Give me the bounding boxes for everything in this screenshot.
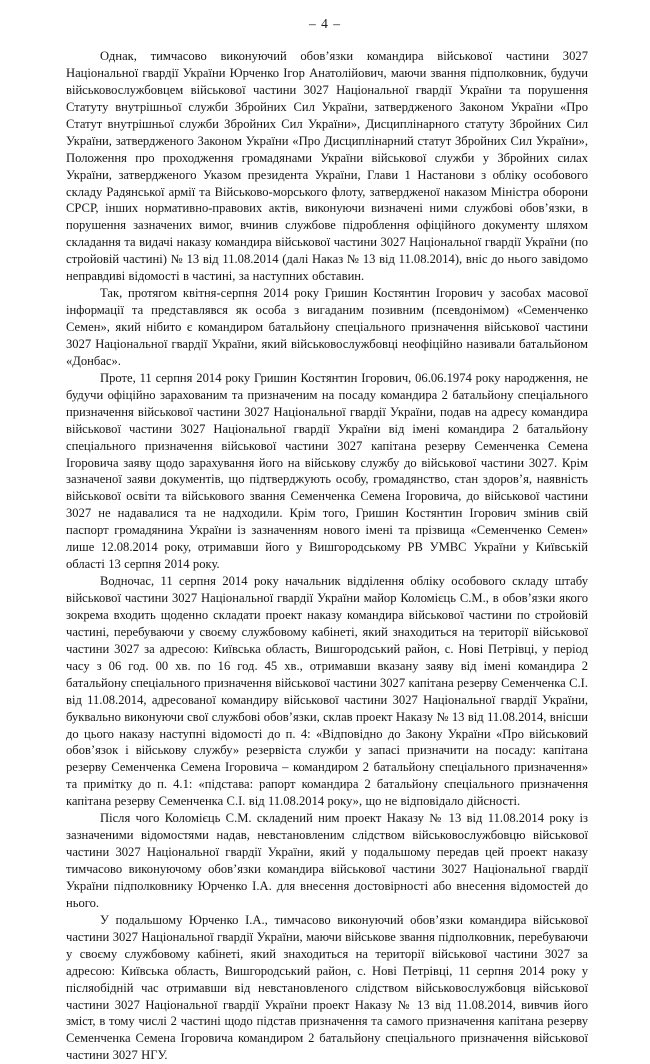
- document-body: [0, 48, 650, 1064]
- page-number: – 4 –: [309, 16, 341, 31]
- paragraph: У подальшому Юрченко І.А., тимчасово виконуючий обов’язки командира військової частини 3027 Національної гвардії України, маючи військове звання підполковник, перебуваючи у своєму службовому кабінеті, який знаходиться на території військової частини 3027 за адресою: Київська область, Вишгородський район, с. Нові Петрівці, 11 серпня 2014 року у післяобідній час отримавши від невстановленого слідством військовослужбовця військової частини 3027 Національної гвардії України проект Наказу № 13 від 11.08.2014, вивчив його зміст, в тому числі 2 частині щодо підстав призначення та самого призначення капітана резерву Семенченка Семена Ігоровича командиром 2 батальйону спеціального призначення військової частини 3027 НГУ.: [66, 912, 588, 1063]
- paragraph: Після чого Коломієць С.М. складений ним проект Наказу № 13 від 11.08.2014 року із зазначеними відомостями надав, невстановленим слідством військовослужбовцю військової частини 3027 Національної гвардії України, який у подальшому передав цей проект наказу тимчасово виконуючому обов’язки командира військової частини 3027 Національної гвардії України підполковнику Юрченко І.А. для внесення достовірності або внесення відомостей до нього.: [66, 811, 588, 910]
- paragraph: Водночас, 11 серпня 2014 року начальник відділення обліку особового складу штабу військової частини 3027 Національної гвардії України майор Коломієць С.М., в обов’язки якого зокрема входить щоденно складати проект наказу командира військової частини по стройовій частині, перебуваючи у своєму службовому кабінеті, який знаходиться на території військової частини 3027 за адресою: Київська область, Вишгородський район, с. Нові Петрівці, у період часу з 06 год. 00 хв. по 16 год. 45 хв., отримавши вказану заяву від імені командира 2 батальйону спеціального призначення військової частини 3027 капітана резерву Семенченка С.І. від 11.08.2014, адресованої командиру військової частини 3027 Національної гвардії України, буквально виконуючи свої службові обов’язки, склав проект Наказу № 13 від 11.08.2014, внісши до цього наказу наступні відомості до п. 4: «Відповідно до Закону України «Про військовий обов’язок і військову службу» резервіста служби у запасі призначити на посаду: капітана резерву Семенченка Семена Ігоровича – командиром 2 батальйону спеціального призначення» та примітку до п. 4.1: «підстава: рапорт командира 2 батальйону спеціального призначення капітана резерву Семенченка С.І. від 11.08.2014 року», що не відповідало дійсності.: [66, 574, 588, 809]
- paragraph: Однак, тимчасово виконуючий обов’язки командира військової частини 3027 Національної гвардії України Юрченко Ігор Анатолійович, маючи звання підполковник, будучи військовослужбовцем військової частини 3027 Національної гвардії України та порушення Статуту внутрішньої служби Збройних Сил України, затвердженого Законом України «Про Статут внутрішньої служби Збройних Сил України», Дисциплінарного статуту Збройних Сил України, затвердженого Законом України «Про Дисциплінарний статут Збройних Сил України», Положення про проходження громадянами України військової служби у Збройних силах України, затвердженого Указом президента України, Глави 1 Настанови з обліку особового складу Радянської армії та Військово-морського флоту, затвердженої наказом Міністра оборони СРСР, інших нормативно-правових актів, виконуючи визначені ними службові обов’язки, в порушення зазначених вимог, вчинив службове підроблення офіційного документу шляхом складання та видачі наказу командира військової частини 3027 Національної гвардії України (по стройовій частині) № 13 від 11.08.2014 (далі Наказ № 13 від 11.08.2014), вніс до нього завідомо неправдиві відомості в частині, за наступних обставин.: [66, 49, 588, 284]
- paragraph: Так, протягом квітня-серпня 2014 року Гришин Костянтин Ігорович у засобах масової інформації та представлявся як особа з вигаданим позивним (псевдонімом) «Семенченко Семен», який нібито є командиром батальйону спеціального призначення військової частини 3027 Національної гвардії України, який військовослужбовці неофіційно називали батальйоном «Донбас».: [66, 286, 588, 368]
- paragraph: Проте, 11 серпня 2014 року Гришин Костянтин Ігорович, 06.06.1974 року народження, не будучи офіційно зарахованим та призначеним на посаду командира 2 батальйону спеціального призначення військової частини 3027 Національної гвардії України, подав на адресу командира військової частини 3027 Національної гвардії України від імені командира 2 батальйону спеціального призначення військової частини 3027 капітана резерву Семенченка Семена Ігоровича заяву щодо зарахування його на військову службу до військової частини 3027. Крім зазначеної заяви документів, що підтверджують особу, громадянство, стан здоров’я, наявність військової освіти та військового звання Семенченка Семена Ігоровича, до військової частини 3027 не надавалися та не надходили. Крім того, Гришин Костянтин Ігорович змінив свій паспорт громадянина України із зазначенням нового імені та прізвища «Семенченко Семен» лише 12.08.2014 року, отримавши його у Вишгородському РВ УМВС України у Київській області 13 серпня 2014 року.: [66, 370, 588, 572]
